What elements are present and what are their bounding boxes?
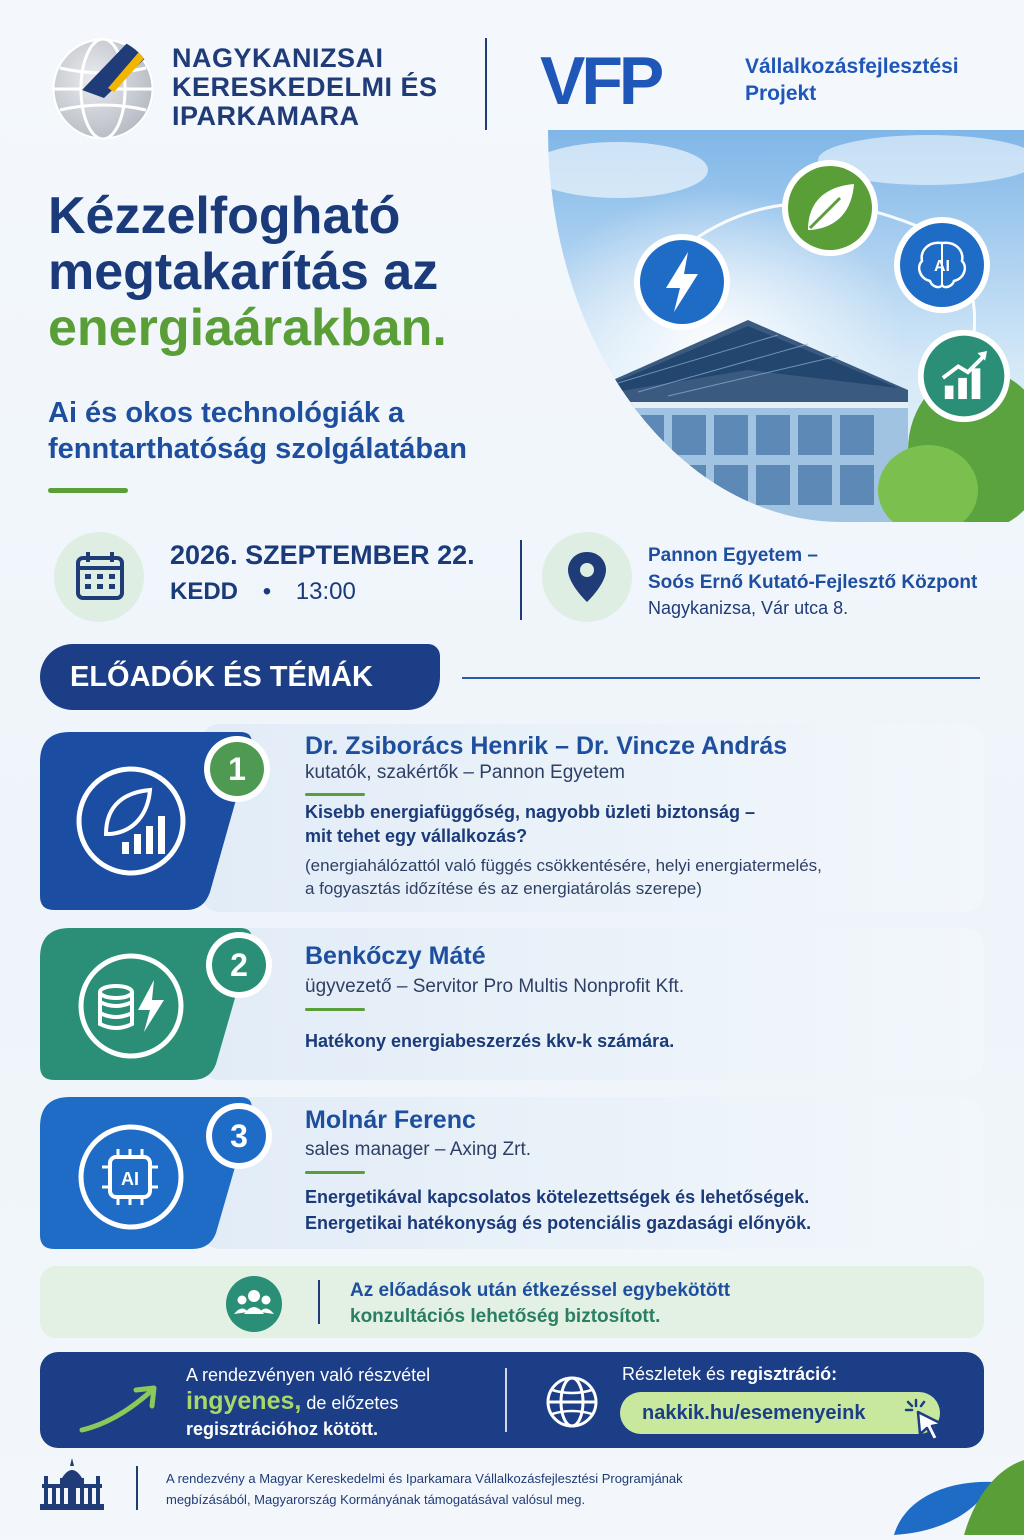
footer-note	[166, 1468, 683, 1510]
section-heading-line	[462, 677, 980, 679]
speaker-2-topic: Hatékony energiabeszerzés kkv-k számára.	[305, 1031, 675, 1051]
speaker-2-role: ügyvezető – Servitor Pro Multis Nonprofit Kft.	[305, 976, 685, 997]
registration-divider	[505, 1368, 507, 1432]
cursor-click-icon	[902, 1396, 950, 1444]
event-weekday-time	[170, 578, 356, 606]
title-line2: megtakarítás az	[48, 243, 439, 301]
vfp-logo-text: VFP	[540, 52, 661, 108]
consultation-line2: konzultációs lehetőség biztosított.	[350, 1306, 661, 1327]
leaf-icon	[780, 158, 880, 258]
parliament-icon	[40, 1456, 104, 1512]
globe-icon	[544, 1374, 600, 1430]
leaf-badge	[780, 158, 880, 263]
title-line1: Kézzelfogható	[48, 187, 401, 245]
details-prefix: Részletek és	[622, 1364, 731, 1384]
registration-free: ingyenes,	[186, 1387, 302, 1415]
chamber-name	[172, 44, 438, 131]
lightning-bolt-icon	[632, 232, 732, 332]
calendar-bubble	[54, 532, 144, 622]
speaker-2-name: Benkőczy Máté	[305, 942, 486, 970]
title-line3: energiaárakban.	[48, 299, 447, 357]
subtitle-line2: fenntarthatóság szolgálatában	[48, 433, 467, 465]
speaker-3-topic	[305, 1184, 811, 1236]
speaker-3-role: sales manager – Axing Zrt.	[305, 1139, 531, 1160]
arrow-icon-wrap	[76, 1378, 166, 1443]
details-bold: regisztráció:	[730, 1364, 838, 1384]
speaker-1-number-badge	[204, 736, 270, 802]
ai-brain-badge	[892, 215, 992, 320]
speaker-1-topic	[305, 800, 755, 848]
footer-divider	[136, 1466, 138, 1510]
registration-link[interactable]: nakkik.hu/esemenyeink	[620, 1392, 940, 1434]
chamber-name-line1: NAGYKANIZSAI	[172, 43, 384, 73]
registration-line3: regisztrációhoz kötött.	[186, 1419, 379, 1439]
consultation-line1: Az előadások után étkezéssel egybekötött	[350, 1280, 731, 1301]
speaker-1-rule	[305, 793, 365, 796]
speaker-1-name: Dr. Zsiborács Henrik – Dr. Vincze András	[305, 732, 788, 760]
consultation-divider	[318, 1280, 320, 1324]
vfp-name-line2: Projekt	[745, 82, 817, 105]
chamber-name-line3: IPARKAMARA	[172, 101, 360, 131]
registration-line2: de előzetes	[301, 1393, 399, 1413]
bar-chart-growth-icon	[916, 328, 1012, 424]
section-heading: ELŐADÓK ÉS TÉMÁK	[40, 644, 440, 710]
page-title	[48, 188, 447, 356]
page-subtitle	[48, 395, 467, 467]
title-accent-line	[48, 488, 128, 493]
globe-icon-wrap	[544, 1374, 600, 1435]
vfp-name-line1: Vállalkozásfejlesztési	[745, 55, 959, 78]
registration-line1: A rendezvényen való részvétel	[186, 1365, 431, 1385]
people-group-icon	[226, 1276, 282, 1332]
ai-brain-icon	[892, 215, 992, 315]
speaker-1-topic-line2: mit tehet egy vállalkozás?	[305, 826, 528, 846]
consultation-icon-bubble	[226, 1276, 282, 1332]
consultation-text	[350, 1278, 730, 1330]
globe-icon	[52, 38, 154, 140]
header-divider	[485, 38, 487, 130]
footer-line2: megbízásából, Magyarország Kormányának támogatásával valósul meg.	[166, 1492, 586, 1507]
registration-text	[186, 1362, 430, 1442]
event-weekday: KEDD	[170, 578, 239, 605]
chamber-logo	[52, 38, 154, 140]
speaker-2-number: 2	[212, 938, 266, 992]
calendar-icon	[54, 532, 144, 622]
event-date: 2026. SZEPTEMBER 22.	[170, 540, 475, 570]
speaker-1-role: kutatók, szakértők – Pannon Egyetem	[305, 762, 626, 783]
curved-arrow-icon	[76, 1378, 166, 1438]
venue-line2: Soós Ernő Kutató-Fejlesztő Központ	[648, 572, 978, 593]
speaker-3-number-badge	[206, 1103, 272, 1169]
vfp-logo	[540, 52, 726, 113]
speaker-1-note-line1: (energiahálózattól való függés csökkentésére, helyi energiatermelés,	[305, 856, 822, 875]
speaker-3-name: Molnár Ferenc	[305, 1106, 476, 1134]
leaves-icon	[884, 1440, 1024, 1535]
ai-chip-icon	[102, 1149, 158, 1205]
speaker-2-rule	[305, 1008, 365, 1011]
registration-details-label	[622, 1364, 837, 1385]
ai-chip-text: AI	[121, 1169, 139, 1189]
venue-line1: Pannon Egyetem –	[648, 545, 818, 566]
venue-address: Nagykanizsa, Vár utca 8.	[648, 598, 849, 618]
venue-name	[648, 542, 977, 596]
speaker-3-rule	[305, 1171, 365, 1174]
event-time: 13:00	[295, 578, 356, 605]
ai-badge-text: AI	[934, 258, 950, 275]
date-location-divider	[520, 540, 522, 620]
footer-line1: A rendezvény a Magyar Kereskedelmi és Iparkamara Vállalkozásfejlesztési Programjának	[166, 1471, 683, 1486]
growth-chart-badge	[916, 328, 1012, 429]
vfp-project-name	[745, 53, 959, 107]
speaker-3-topic-line1: Energetikával kapcsolatos kötelezettségek és lehetőségek.	[305, 1187, 810, 1207]
event-separator: •	[262, 578, 272, 605]
speaker-2-number-badge	[206, 932, 272, 998]
leaf-corner-decoration	[884, 1440, 1024, 1540]
speaker-3-number: 3	[212, 1109, 266, 1163]
parliament-logo	[40, 1456, 104, 1517]
speaker-1-note-line2: a fogyasztás időzítése és az energiatárolás szerepe)	[305, 879, 702, 898]
chamber-name-line2: KERESKEDELMI ÉS	[172, 72, 438, 102]
subtitle-line1: Ai és okos technológiák a	[48, 397, 405, 429]
speaker-1-topic-line1: Kisebb energiafüggőség, nagyobb üzleti biztonság –	[305, 802, 756, 822]
location-bubble	[542, 532, 632, 622]
speaker-1-note	[305, 854, 822, 900]
energy-bolt-badge	[632, 232, 732, 337]
speaker-1-number: 1	[210, 742, 264, 796]
speaker-3-topic-line2: Energetikai hatékonyság és potenciális gazdasági előnyök.	[305, 1213, 812, 1233]
map-pin-icon	[542, 532, 632, 622]
